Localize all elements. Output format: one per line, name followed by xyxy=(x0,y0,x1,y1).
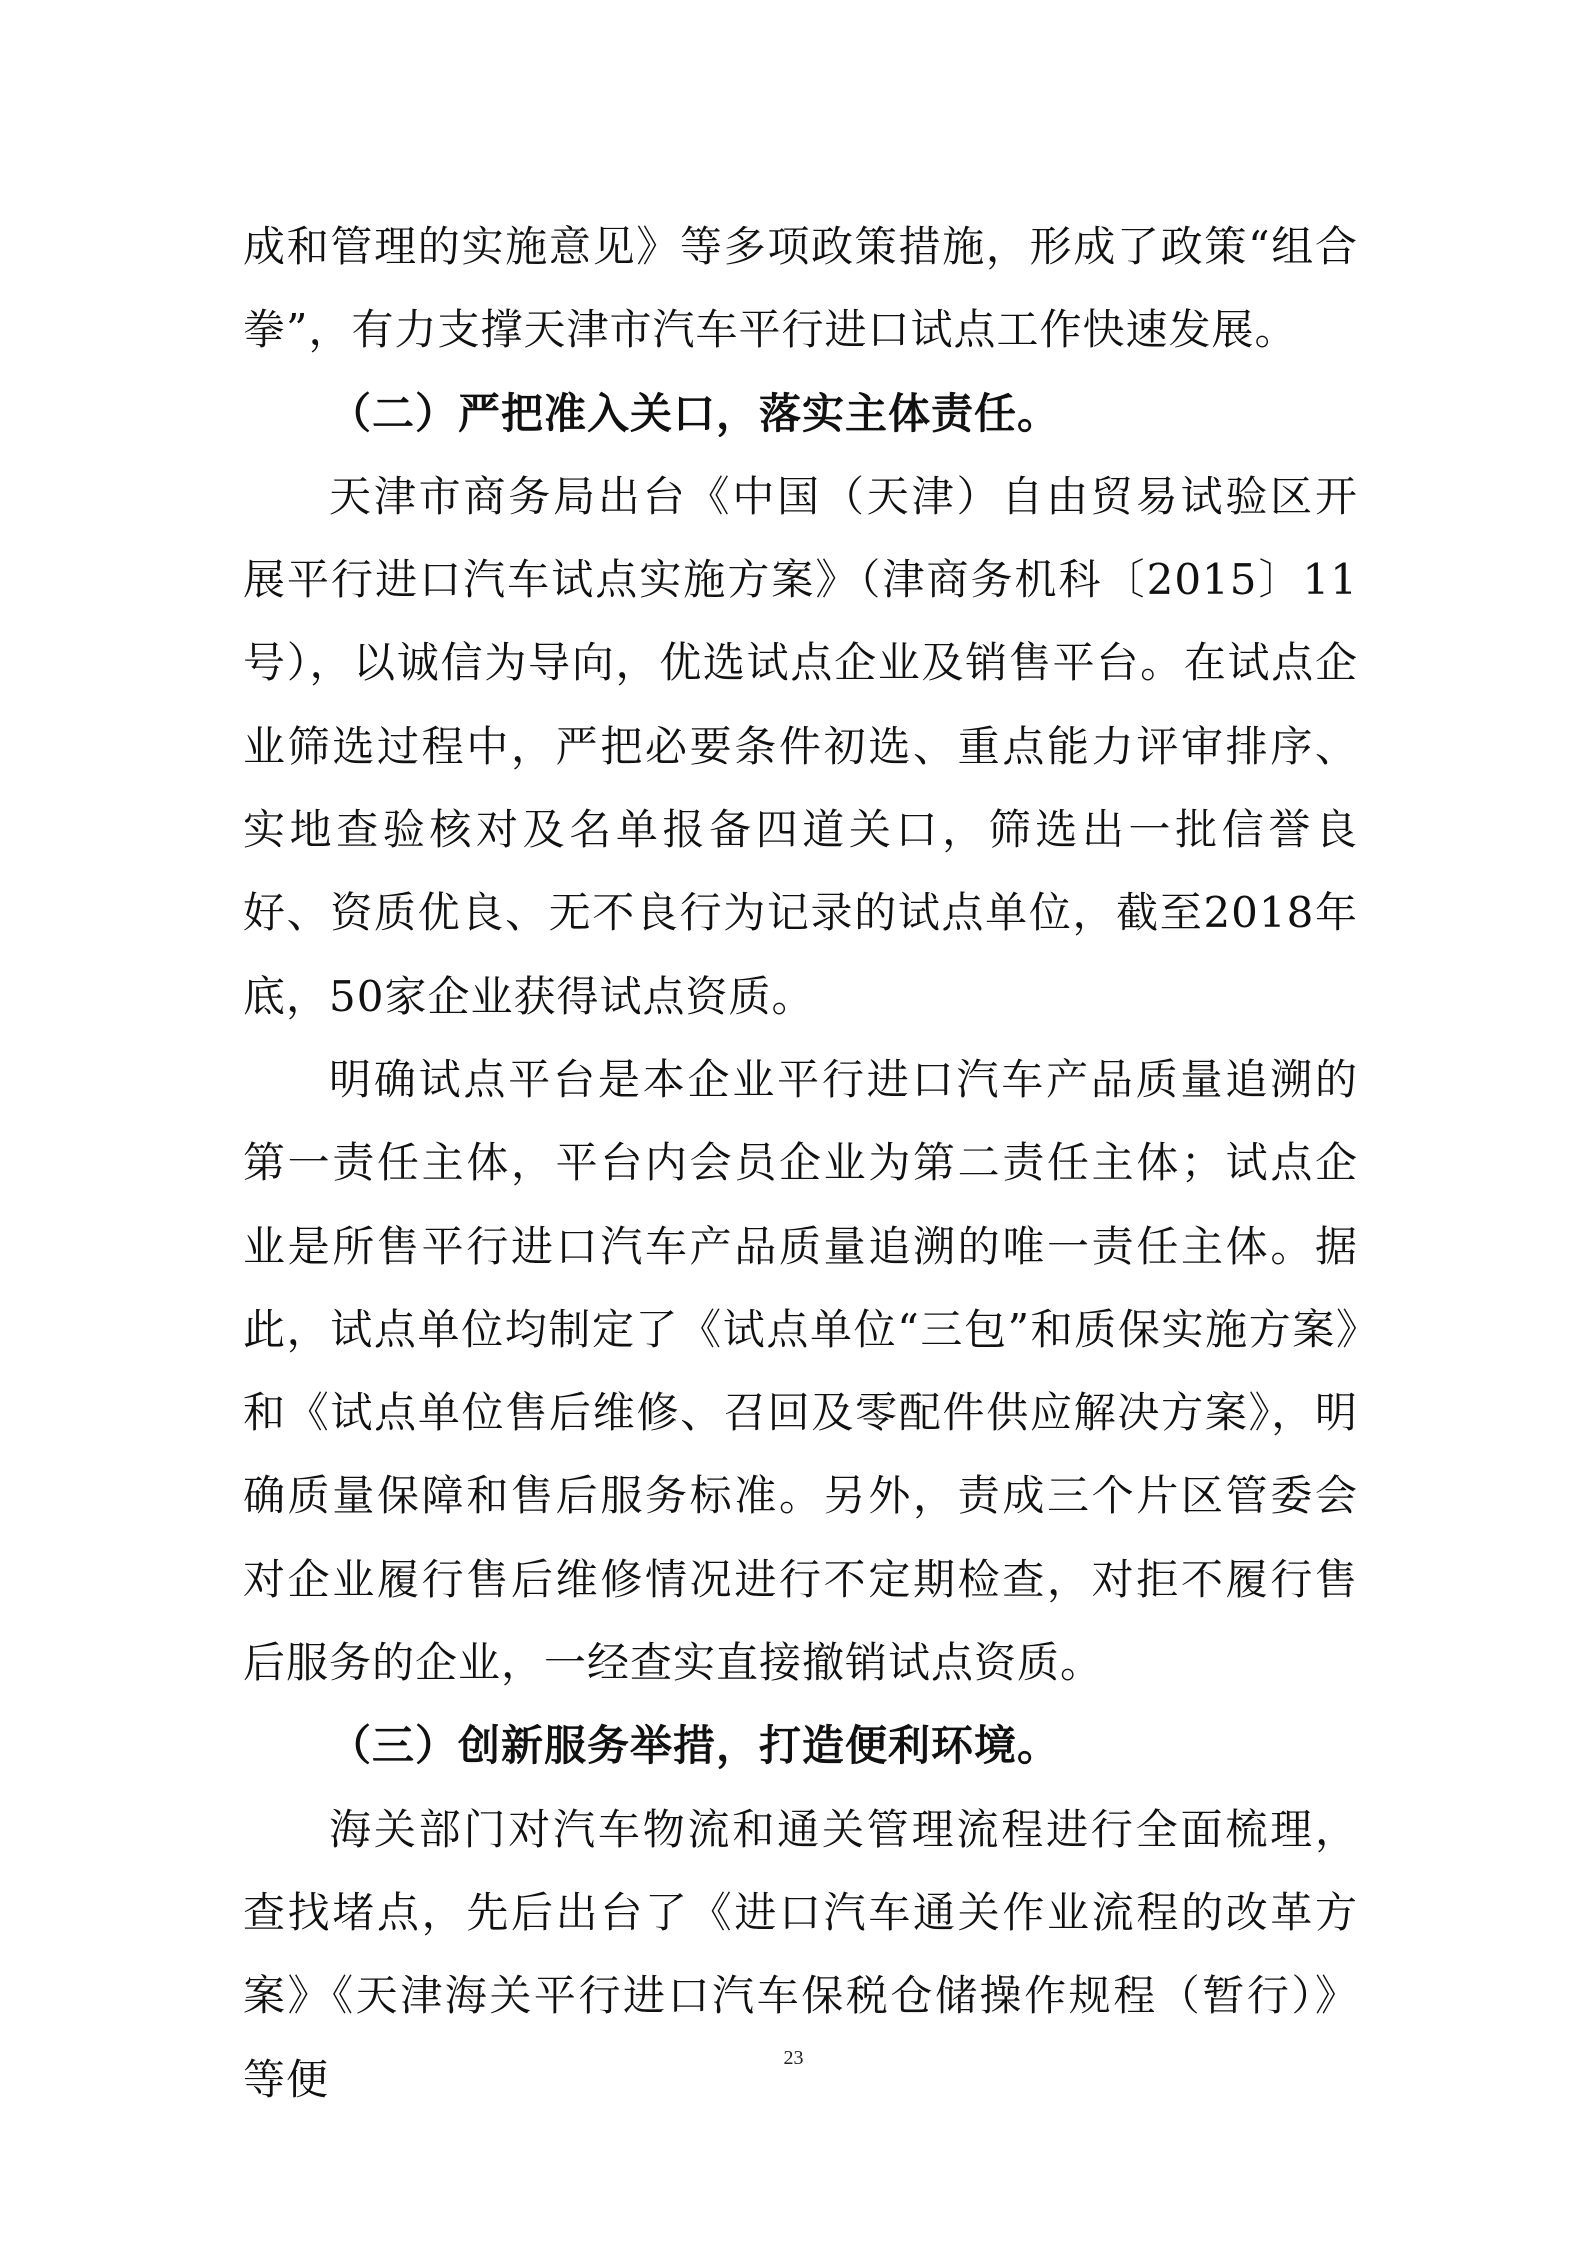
section-heading-2: （二）严把准入关口，落实主体责任。 xyxy=(329,388,1061,438)
paragraph-responsibility: 明确试点平台是本企业平行进口汽车产品质量追溯的第一责任主体，平台内会员企业为第二责任主体；试点企业是所售平行进口汽车产品质量追溯的唯一责任主体。据此，试点单位均制定了《试点单位“三包”和质保实施方案》和《试点单位售后维修、召回及零配件供应解决方案》，明确质量保障和售后服务标准。另外，责成三个片区管委会对企业履行售后维修情况进行不定期检查，对拒不履行售后服务的企业，一经查实直接撤销试点资质。 xyxy=(243,1054,1358,1688)
paragraph-customs: 海关部门对汽车物流和通关管理流程进行全面梳理，查找堵点，先后出台了《进口汽车通关作业流程的改革方案》《天津海关平行进口汽车保税仓储操作规程（暂行）》等便 xyxy=(243,1804,1358,2104)
section-heading-3: （三）创新服务举措，打造便利环境。 xyxy=(329,1721,1061,1771)
body-text xyxy=(243,205,1358,2121)
page-number: 23 xyxy=(783,2047,804,2069)
paragraph-access-control: 天津市商务局出台《中国（天津）自由贸易试验区开展平行进口汽车试点实施方案》（津商务机科〔2015〕11号），以诚信为导向，优选试点企业及销售平台。在试点企业筛选过程中，严把必要条件初选、重点能力评审排序、实地查验核对及名单报备四道关口，筛选出一批信誉良好、资质优良、无不良行为记录的试点单位，截至2018年底，50家企业获得试点资质。 xyxy=(243,471,1358,1021)
paragraph-continued: 成和管理的实施意见》等多项政策措施，形成了政策“组合拳”，有力支撑天津市汽车平行进口试点工作快速发展。 xyxy=(243,222,1358,355)
